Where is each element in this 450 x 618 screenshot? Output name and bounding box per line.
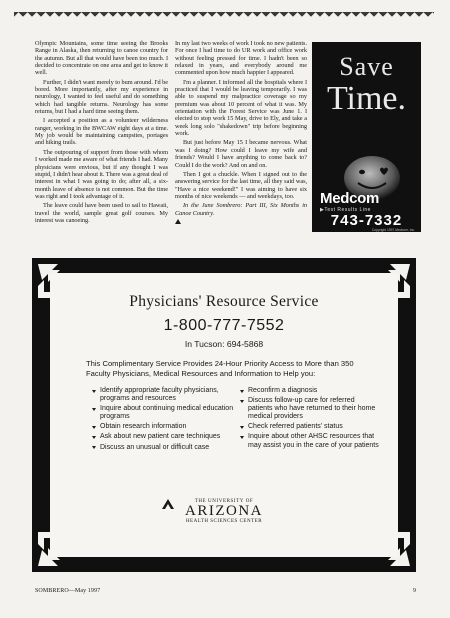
university-name: ARIZONA (185, 503, 263, 519)
list-item: Identify appropriate faculty physicians, programs and resources (92, 387, 234, 403)
service-panel (50, 273, 398, 557)
ad-headline-time: Time. (326, 80, 407, 117)
university-the: THE UNIVERSITY OF (194, 499, 254, 504)
service-phone: 1-800-777-7552 (163, 317, 285, 334)
ad-tagline: ▶Test Results Line (320, 207, 371, 213)
medcom-advertisement (312, 42, 421, 232)
service-title: Physicians' Resource Service (129, 293, 319, 310)
service-tucson-phone: In Tucson: 694-5868 (184, 339, 264, 349)
list-item: Discuss follow-up care for referred patients who have returned to their home medical providers (240, 397, 380, 421)
service-list-right (240, 387, 380, 452)
article-paragraph: Then I got a chuckle. When I signed out to the answering service for the last time, all they said was, "Have a nice weekend!" I was aiming to have six months of nice weekends — and weekdays, too. (175, 170, 307, 200)
list-item: Reconfirm a diagnosis (240, 387, 380, 395)
university-logo (50, 499, 398, 524)
article-paragraph: I accepted a position as a volunteer wilderness ranger, working in the BWCAW eight days at a time. My job would be maintaining campsites, portages and hiking trails. (35, 117, 168, 147)
footer-publication: SOMBRERO—May 1997 (35, 588, 101, 594)
ad-headline-save: Save (339, 52, 394, 81)
decorative-top-border (14, 12, 434, 21)
article-paragraph: Further, I didn't want merely to bum around. I'd be bored. More importantly, after my experience in neurology, I wanted to feel useful and do something which had tangible returns. Neurology has some returns, but I had a hard time seeing them. (35, 78, 168, 116)
article-paragraph: The leave could have been used to sail to Hawaii, travel the world, sample great golf courses. My interest was canoeing. (35, 202, 168, 224)
list-item: Obtain research information (92, 423, 234, 431)
article-paragraph: In my last two weeks of work I took no new patients. For once I had time to do UR work and office work without feeling pressed for time. I hadn't been so relaxed in years, and everybody around me commented upon how much happier I appeared. (175, 40, 307, 77)
list-item: Inquire about other AHSC resources that may assist you in the care of your patients (240, 433, 380, 449)
article-paragraph: But just before May 15 I became nervous. What was I doing? How could I leave my wife and friends? Would I have anything to come back to? Could I do the work? And on and on. (175, 139, 307, 169)
end-of-article-mark (175, 219, 181, 224)
service-intro: This Complimentary Service Provides 24-Hour Priority Access to More than 350 Faculty Physicians, Medical Resources and Information to Help you: (86, 359, 354, 378)
list-item: Discuss an unusual or difficult case (92, 444, 234, 452)
list-item: Inquire about continuing medical education programs (92, 405, 234, 421)
article-paragraph: I'm a planner. I informed all the hospitals where I practiced that I would be leaving temporarily. I was able to suspend my malpractice coverage so my premium was about 10 percent of what it was. My orientation with the Forest Service was June 1. I elected to stop work 15 May, drive to Ely, and take a week long solo "shakedown" trip before beginning work. (175, 78, 307, 138)
list-item: Ask about new patient care techniques (92, 433, 234, 441)
physicians-resource-service-ad (32, 258, 416, 572)
list-item: Check referred patients' status (240, 423, 380, 431)
university-center: HEALTH SCIENCES CENTER (185, 519, 263, 524)
page-number: 9 (413, 588, 416, 594)
article-column-2 (175, 40, 307, 224)
article-paragraph: Olympic Mountains, some time seeing the Brooks Range in Alaska, then returning to canoe country for the autumn. But all that would have been too much. I decided to concentrate on one area and get to know it well. (35, 40, 168, 77)
article-byline: In the June Sombrero: Part III, Six Months in Canoe Country. (175, 202, 307, 217)
service-list-left (92, 387, 234, 454)
ad-copyright: Copyright 1997 Medcom, Inc. (371, 228, 415, 232)
article-column-1 (35, 40, 168, 226)
ad-phone-number: 743-7332 (330, 212, 403, 229)
article-paragraph: The outpouring of support from those with whom I worked made me aware of what friends I had. Many physicians were envious, but if any thought I was stupid, I didn't hear about it. There was a great deal of interest in what I was going to do; after all, a six-month leave of absence is not common. But the time was right and I took advantage of it. (35, 148, 169, 200)
medcom-logo: Medcom (320, 190, 380, 207)
